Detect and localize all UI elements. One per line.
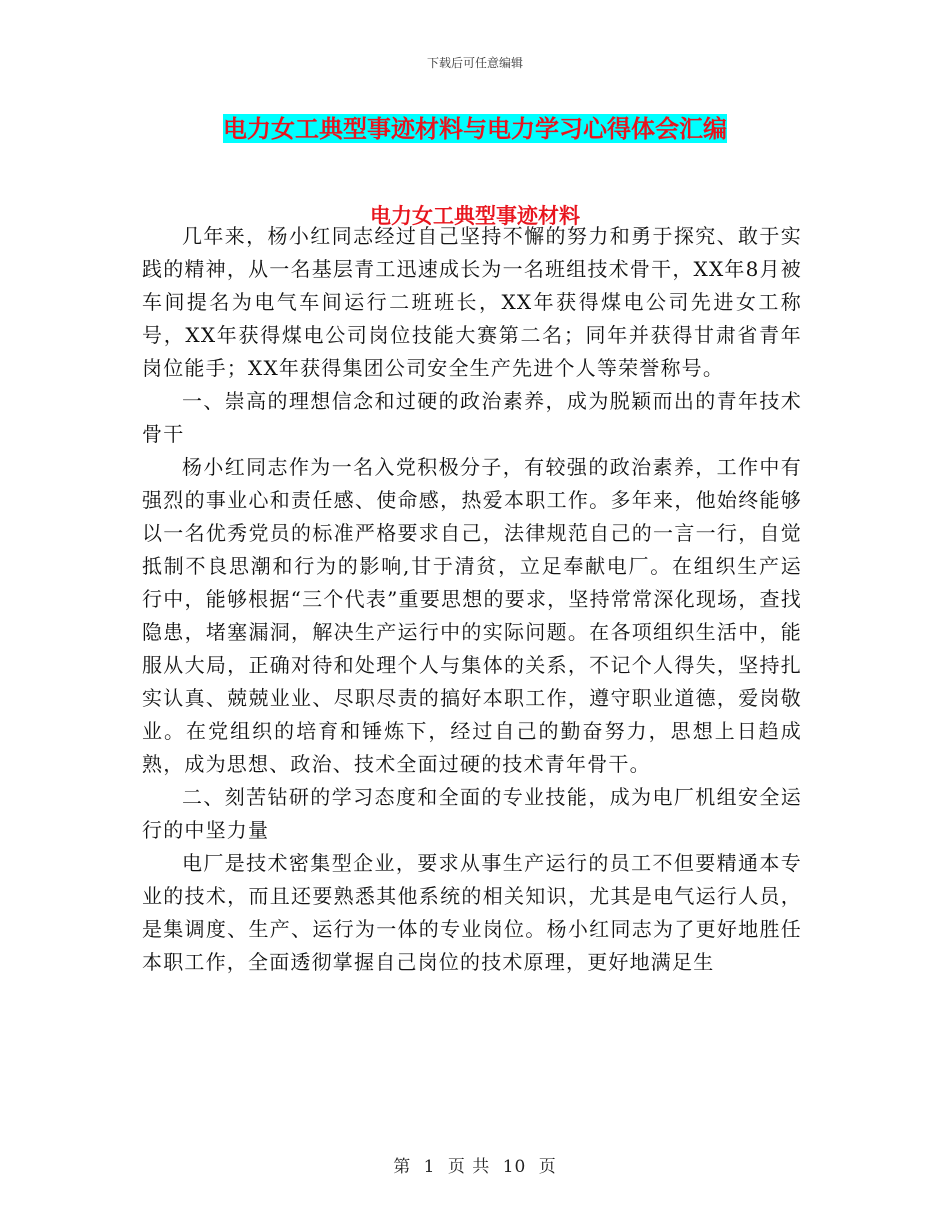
footer-mid: 页 共: [447, 1157, 491, 1177]
footer-page-number: 1: [423, 1157, 436, 1177]
body-paragraph: 电厂是技术密集型企业，要求从事生产运行的员工不但要精通本专业的技术，而且还要熟悉其他系统的相关知识，尤其是电气运行人员，是集调度、生产、运行为一体的专业岗位。杨小红同志为了更好地胜任本职工作，全面透彻掌握自己岗位的技术原理，更好地满足生: [142, 851, 802, 974]
footer-prefix: 第: [393, 1157, 412, 1177]
header-note: 下载后可任意编辑: [426, 56, 523, 70]
footer-total-pages: 10: [502, 1157, 527, 1177]
page-footer: [0, 1152, 950, 1177]
body-paragraph: 杨小红同志作为一名入党积极分子，有较强的政治素养，工作中有强烈的事业心和责任感、使命感，热爱本职工作。多年来，他始终能够以一名优秀党员的标准严格要求自己，法律规范自己的一言一行，自觉抵制不良思潮和行为的影响,甘于清贫，立足奉献电厂。在组织生产运行中，能够根据“三个代表”重要思想的要求，坚持常常深化现场，查找隐患，堵塞漏洞，解决生产运行中的实际问题。在各项组织生活中，能服从大局，正确对待和处理个人与集体的关系，不记个人得失，坚持扎实认真、兢兢业业、尽职尽责的搞好本职工作，遵守职业道德，爱岗敬业。在党组织的培育和锤炼下，经过自己的勤奋努力，思想上日趋成熟，成为思想、政治、技术全面过硬的技术青年骨干。: [142, 455, 802, 776]
body-heading: 一、崇高的理想信念和过硬的政治素养，成为脱颖而出的青年技术骨干: [142, 389, 802, 446]
document-title: [221, 112, 729, 146]
document-title-text: 电力女工典型事迹材料与电力学习心得体会汇编: [223, 114, 727, 143]
body-paragraph: 几年来，杨小红同志经过自己坚持不懈的努力和勇于探究、敢于实践的精神，从一名基层青工迅速成长为一名班组技术骨干，XX年8月被车间提名为电气车间运行二班班长，XX年获得煤电公司先进女工称号，XX年获得煤电公司岗位技能大赛第二名；同年并获得甘肃省青年岗位能手；XX年获得集团公司安全生产先进个人等荣誉称号。: [142, 224, 802, 380]
section-title: 电力女工典型事迹材料: [370, 203, 580, 228]
body-heading: 二、刻苦钻研的学习态度和全面的专业技能，成为电厂机组安全运行的中坚力量: [142, 785, 802, 842]
footer-suffix: 页: [538, 1157, 557, 1177]
document-body: [142, 220, 802, 979]
